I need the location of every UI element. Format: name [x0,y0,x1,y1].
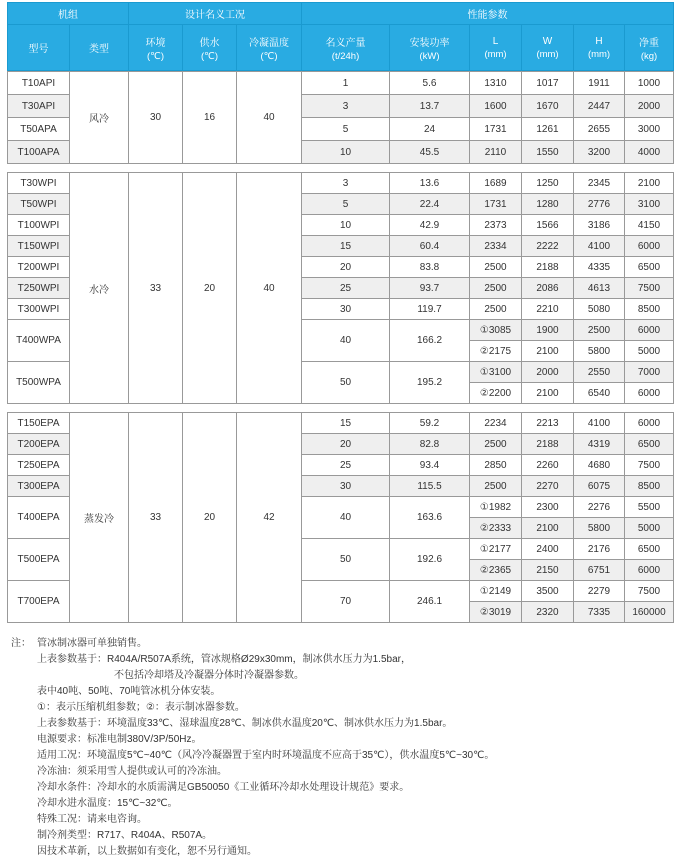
weight-cell: 6000 [625,320,674,341]
condensing-temp-cell: 40 [237,72,302,164]
dim-l-cell: ①3085 [470,320,522,341]
col-label: 环境 [145,37,166,49]
col-label: 名义产量 [325,37,366,49]
table-row [8,413,674,434]
dim-l-cell: ②2175 [470,341,522,362]
capacity-cell: 1 [302,72,390,95]
power-cell: 13.6 [390,173,470,194]
capacity-cell: 15 [302,236,390,257]
supply-temp-cell: 20 [183,173,237,404]
dim-h-cell: 1911 [574,72,625,95]
dim-l-cell: ①1982 [470,497,522,518]
capacity-cell: 50 [302,362,390,404]
dim-h-cell: 4335 [574,257,625,278]
capacity-cell: 25 [302,455,390,476]
col-header-weight [625,25,674,71]
model-cell: T500WPA [8,362,70,404]
weight-cell: 7500 [625,278,674,299]
col-unit: (kW) [419,50,440,62]
condensing-temp-cell: 42 [237,413,302,623]
weight-cell: 6500 [625,539,674,560]
col-unit: (t/24h) [331,50,360,62]
weight-cell: 6000 [625,383,674,404]
capacity-cell: 3 [302,95,390,118]
dim-l-cell: 2373 [470,215,522,236]
power-cell: 115.5 [390,476,470,497]
dim-w-cell: 2210 [522,299,574,320]
capacity-cell: 3 [302,173,390,194]
dim-w-cell: 1566 [522,215,574,236]
evaporative-cooled-group-table [7,412,674,623]
header-unit-group: 机组 [8,3,129,25]
header-columns-row [8,25,674,71]
weight-cell: 8500 [625,476,674,497]
dim-w-cell: 1550 [522,141,574,164]
weight-cell: 3000 [625,118,674,141]
model-cell: T150EPA [8,413,70,434]
dim-l-cell: ②3019 [470,602,522,623]
weight-cell: 8500 [625,299,674,320]
table-row [8,72,674,95]
col-label: 净重 [639,37,660,49]
weight-cell: 7000 [625,362,674,383]
col-header-type [70,25,129,71]
power-cell: 59.2 [390,413,470,434]
model-cell: T300WPI [8,299,70,320]
note-line [37,796,672,812]
col-header-supply [183,25,237,71]
note-text: 电源要求：标准电制380V/3P/50Hz。 [37,734,202,745]
dim-h-cell: 2447 [574,95,625,118]
dim-w-cell: 2213 [522,413,574,434]
weight-cell: 5500 [625,497,674,518]
col-unit: (kg) [640,50,658,62]
note-line [37,764,672,780]
note-text: 不包括冷却塔及冷凝器分体时冷凝器参数。 [114,670,304,681]
model-cell: T30WPI [8,173,70,194]
note-text: 特殊工况：请来电咨询。 [37,814,147,825]
model-cell: T300EPA [8,476,70,497]
dim-l-cell: ②2200 [470,383,522,404]
note-text: 因技术革新，以上数据如有变化，恕不另行通知。 [37,846,257,857]
air-cooled-group-table [7,71,674,164]
dim-h-cell: 6751 [574,560,625,581]
dim-h-cell: 2279 [574,581,625,602]
weight-cell: 5000 [625,518,674,539]
capacity-cell: 70 [302,581,390,623]
weight-cell: 6500 [625,434,674,455]
dim-w-cell: 1017 [522,72,574,95]
model-cell: T250WPI [8,278,70,299]
water-cooled-group-table [7,172,674,404]
note-line [37,652,672,668]
model-cell: T150WPI [8,236,70,257]
dim-l-cell: ①2177 [470,539,522,560]
dim-w-cell: 2086 [522,278,574,299]
model-cell: T400WPA [8,320,70,362]
dim-w-cell: 2400 [522,539,574,560]
weight-cell: 6500 [625,257,674,278]
col-header-model [8,25,70,71]
col-header-length [470,25,522,71]
col-header-condensing [237,25,302,71]
power-cell: 166.2 [390,320,470,362]
col-unit: (℃) [147,50,164,62]
type-cell: 风冷 [70,72,129,164]
model-cell: T100WPI [8,215,70,236]
col-header-width [522,25,574,71]
dim-h-cell: 4319 [574,434,625,455]
dim-l-cell: 2334 [470,236,522,257]
note-text: 制冷剂类型：R717、R404A、R507A。 [37,830,213,841]
dim-h-cell: 2655 [574,118,625,141]
header-group-row [8,3,674,25]
dim-w-cell: 2260 [522,455,574,476]
weight-cell: 2000 [625,95,674,118]
dim-w-cell: 1280 [522,194,574,215]
power-cell: 42.9 [390,215,470,236]
notes-section [11,636,672,860]
dim-w-cell: 3500 [522,581,574,602]
dim-l-cell: 2500 [470,476,522,497]
note-line [37,716,672,732]
power-cell: 195.2 [390,362,470,404]
model-cell: T500EPA [8,539,70,581]
power-cell: 24 [390,118,470,141]
note-text: 适用工况：环境温度5℃~40℃（风冷冷凝器置于室内时环境温度不应高于35℃），供水温度5℃~30℃。 [37,750,495,761]
capacity-cell: 50 [302,539,390,581]
dim-w-cell: 2188 [522,257,574,278]
dim-h-cell: 6540 [574,383,625,404]
dim-h-cell: 5800 [574,518,625,539]
dim-w-cell: 1900 [522,320,574,341]
capacity-cell: 5 [302,118,390,141]
dim-w-cell: 1670 [522,95,574,118]
col-label: 供水 [199,37,220,49]
model-cell: T400EPA [8,497,70,539]
model-cell: T50WPI [8,194,70,215]
dim-w-cell: 2320 [522,602,574,623]
dim-h-cell: 3200 [574,141,625,164]
dim-l-cell: 1731 [470,194,522,215]
capacity-cell: 10 [302,141,390,164]
note-line [37,812,672,828]
model-cell: T50APA [8,118,70,141]
note-text: 上表参数基于：R404A/R507A系统，管冰规格Ø29x30mm，制冰供水压力为1.5bar， [37,654,411,665]
power-cell: 22.4 [390,194,470,215]
weight-cell: 6000 [625,560,674,581]
dim-l-cell: 2500 [470,257,522,278]
col-unit: (mm) [587,48,611,60]
capacity-cell: 20 [302,257,390,278]
model-cell: T30API [8,95,70,118]
dim-w-cell: 2188 [522,434,574,455]
col-header-height [574,25,625,71]
header-design-conditions-group: 设计名义工况 [129,3,302,25]
supply-temp-cell: 20 [183,413,237,623]
weight-cell: 4000 [625,141,674,164]
weight-cell: 2100 [625,173,674,194]
col-unit: (mm) [536,48,559,60]
col-label: 安装功率 [409,37,450,49]
dim-w-cell: 2100 [522,383,574,404]
dim-l-cell: ②2333 [470,518,522,539]
col-unit: (℃) [260,50,278,62]
dim-w-cell: 1250 [522,173,574,194]
power-cell: 192.6 [390,539,470,581]
header-performance-group: 性能参数 [302,3,674,25]
note-line [37,700,672,716]
dim-l-cell: 1689 [470,173,522,194]
dim-w-cell: 1261 [522,118,574,141]
col-label: H [595,35,603,47]
weight-cell: 160000 [625,602,674,623]
dim-l-cell: 1600 [470,95,522,118]
weight-cell: 6000 [625,236,674,257]
power-cell: 119.7 [390,299,470,320]
dim-h-cell: 4100 [574,413,625,434]
dim-l-cell: 1310 [470,72,522,95]
capacity-cell: 25 [302,278,390,299]
note-text: 管冰制冰器可单独销售。 [37,638,147,649]
dim-l-cell: 1731 [470,118,522,141]
dim-h-cell: 2345 [574,173,625,194]
dim-h-cell: 2176 [574,539,625,560]
power-cell: 163.6 [390,497,470,539]
dim-w-cell: 2300 [522,497,574,518]
capacity-cell: 5 [302,194,390,215]
dim-l-cell: 2234 [470,413,522,434]
condensing-temp-cell: 40 [237,173,302,404]
capacity-cell: 40 [302,497,390,539]
col-label: 类型 [89,44,109,55]
capacity-cell: 30 [302,299,390,320]
note-text: 表中40吨、50吨、70吨管冰机分体安装。 [37,686,221,697]
capacity-cell: 15 [302,413,390,434]
model-cell: T200WPI [8,257,70,278]
power-cell: 93.7 [390,278,470,299]
weight-cell: 7500 [625,455,674,476]
model-cell: T10API [8,72,70,95]
dim-w-cell: 2100 [522,341,574,362]
weight-cell: 6000 [625,413,674,434]
dim-h-cell: 2550 [574,362,625,383]
dim-h-cell: 2500 [574,320,625,341]
dim-l-cell: 2850 [470,455,522,476]
weight-cell: 5000 [625,341,674,362]
dim-l-cell: 2110 [470,141,522,164]
dim-h-cell: 3186 [574,215,625,236]
dim-w-cell: 2100 [522,518,574,539]
power-cell: 13.7 [390,95,470,118]
col-header-ambient [129,25,183,71]
note-line [11,636,672,652]
model-cell: T250EPA [8,455,70,476]
note-text: 冷冻油：须采用雪人提供或认可的冷冻油。 [37,766,227,777]
note-line [37,684,672,700]
dim-h-cell: 2276 [574,497,625,518]
dim-l-cell: 2500 [470,299,522,320]
weight-cell: 3100 [625,194,674,215]
dim-w-cell: 2222 [522,236,574,257]
col-header-power [390,25,470,71]
model-cell: T700EPA [8,581,70,623]
capacity-cell: 10 [302,215,390,236]
weight-cell: 4150 [625,215,674,236]
note-text: 冷却水条件：冷却水的水质需满足GB50050《工业循环冷却水处理设计规范》要求。 [37,782,410,793]
capacity-cell: 30 [302,476,390,497]
power-cell: 246.1 [390,581,470,623]
capacity-cell: 20 [302,434,390,455]
col-label: L [492,35,499,47]
dim-l-cell: ②2365 [470,560,522,581]
dim-h-cell: 4680 [574,455,625,476]
dim-h-cell: 6075 [574,476,625,497]
dim-l-cell: ①3100 [470,362,522,383]
type-cell: 蒸发冷 [70,413,129,623]
supply-temp-cell: 16 [183,72,237,164]
col-unit: (℃) [201,50,218,62]
col-unit: (mm) [484,48,507,60]
col-label: 型号 [28,44,49,55]
dim-h-cell: 5080 [574,299,625,320]
dim-l-cell: 2500 [470,278,522,299]
capacity-cell: 40 [302,320,390,362]
power-cell: 5.6 [390,72,470,95]
col-header-capacity [302,25,390,71]
ambient-temp-cell: 33 [129,413,183,623]
table-row [8,173,674,194]
dim-h-cell: 5800 [574,341,625,362]
weight-cell: 1000 [625,72,674,95]
dim-h-cell: 2776 [574,194,625,215]
col-label: W [542,35,553,47]
dim-w-cell: 2150 [522,560,574,581]
col-label: 冷凝温度 [249,37,289,49]
dim-h-cell: 4100 [574,236,625,257]
dim-w-cell: 2270 [522,476,574,497]
model-cell: T100APA [8,141,70,164]
weight-cell: 7500 [625,581,674,602]
note-text: ①：表示压缩机组参数；②：表示制冰器参数。 [37,702,245,713]
power-cell: 93.4 [390,455,470,476]
notes-label: 注： [11,638,31,649]
dim-h-cell: 7335 [574,602,625,623]
dim-w-cell: 2000 [522,362,574,383]
power-cell: 82.8 [390,434,470,455]
note-line [37,732,672,748]
header-table [7,2,674,71]
type-cell: 水冷 [70,173,129,404]
note-line [37,828,672,844]
power-cell: 60.4 [390,236,470,257]
dim-h-cell: 4613 [574,278,625,299]
power-cell: 45.5 [390,141,470,164]
note-text: 上表参数基于：环境温度33℃、湿球温度28℃、制冰供水温度20℃、制冰供水压力为1.5bar。 [37,718,453,729]
note-line [37,748,672,764]
ambient-temp-cell: 30 [129,72,183,164]
note-line [37,668,672,684]
ambient-temp-cell: 33 [129,173,183,404]
dim-l-cell: ①2149 [470,581,522,602]
power-cell: 83.8 [390,257,470,278]
note-line [37,780,672,796]
dim-l-cell: 2500 [470,434,522,455]
note-text: 冷却水进水温度：15℃~32℃。 [37,798,178,809]
model-cell: T200EPA [8,434,70,455]
